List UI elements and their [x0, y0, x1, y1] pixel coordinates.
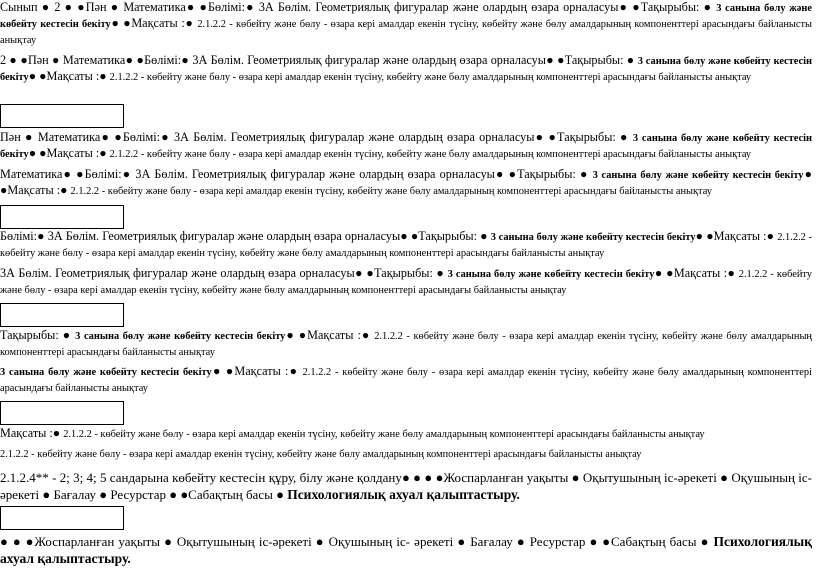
paragraph-2-goal-label: ● ●Мақсаты :● [28, 69, 110, 83]
paragraph-9-goal-label: Мақсаты :● [0, 426, 64, 440]
paragraph-2-goal-text: 2.1.2.2 - көбейту және бөлу - өзара кері амалдар екенін түсіну, көбейту және бөлу амалдарының компоненттері арасындағы байланысты анықтау [109, 72, 752, 83]
paragraph-2 [0, 53, 812, 85]
paragraph-8-goal-text: 2.1.2.2 - көбейту және бөлу - өзара кері амалдар екенін түсіну, көбейту және бөлу амалдарының компоненттері арасындағы байланысты анықтау [0, 367, 812, 394]
paragraph-12-lead: ● ● ●Жоспарланған уақыты ● Оқытушының іс-әрекеті ● Оқушының іс- әрекеті ● Бағалау ● Ресурстар ● ●Сабақтың басы ● [0, 534, 714, 549]
paragraph-5-lead: Бөлімі:● 3А Бөлім. Геометриялық фигуралар және олардың өзара орналасуы● ●Тақырыбы: ● [0, 229, 491, 243]
paragraph-6-goal-text: 2.1.2.2 - көбейту және бөлу - өзара кері амалдар екенін түсіну, көбейту және бөлу амалдарының компоненттері арасындағы байланысты анықтау [0, 269, 812, 296]
paragraph-11-lead: 2.1.2.4** - 2; 3; 4; 5 сандарына көбейту кестесін құру, білу және қолдану● ● ● ●Жоспарланған уақыты ● Оқытушының іс-әрекеті ● Оқушының іс- әрекеті ● Бағалау ● Ресурстар ● ●Сабақтың басы ● [0, 470, 812, 502]
paragraph-12-emphasis: Психологиялық ахуал қалыптастыру. [0, 534, 812, 566]
paragraph-8-goal-label: ● ●Мақсаты :● [211, 364, 303, 378]
paragraph-1-topic: 3 санына бөлу және көбейту кестесін бекіту [0, 3, 812, 30]
paragraph-12 [0, 533, 812, 567]
paragraph-10 [0, 446, 812, 462]
paragraph-4-goal-text: 2.1.2.2 - көбейту және бөлу - өзара кері амалдар екенін түсіну, көбейту және бөлу амалдарының компоненттері арасындағы байланысты анықтау [70, 186, 712, 197]
blank-box-1 [0, 104, 124, 128]
paragraph-6-goal-label: ● ●Мақсаты :● [654, 266, 739, 280]
paragraph-4 [0, 167, 812, 199]
paragraph-11 [0, 469, 812, 503]
paragraph-9 [0, 426, 812, 442]
paragraph-5-goal-text: 2.1.2.2 - көбейту және бөлу - өзара кері амалдар екенін түсіну, көбейту және бөлу амалдарының компоненттері арасындағы байланысты анықтау [0, 232, 812, 259]
paragraph-1 [0, 0, 812, 48]
paragraph-4-goal-label: ● ●Мақсаты :● [0, 167, 812, 197]
blank-box-4 [0, 401, 124, 425]
paragraph-3 [0, 130, 812, 162]
paragraph-5-topic: 3 санына бөлу және көбейту кестесін бекіту [490, 232, 696, 243]
paragraph-5-goal-label: ● ●Мақсаты :● [695, 229, 778, 243]
paragraph-7-topic: 3 санына бөлу және көбейту кестесін бекіту [75, 331, 286, 342]
blank-box-2 [0, 205, 124, 229]
blank-box-3 [0, 303, 124, 327]
paragraph-6-topic: 3 санына бөлу және көбейту кестесін бекіту [447, 269, 655, 280]
paragraph-6 [0, 266, 812, 298]
paragraph-2-lead: 2 ● ●Пән ● Математика● ●Бөлімі:● 3А Бөлім. Геометриялық фигуралар және олардың өзара орналасуы● ●Тақырыбы: ● [0, 53, 638, 67]
paragraph-7-goal-label: ● ●Мақсаты :● [285, 328, 375, 342]
paragraph-11-emphasis: Психологиялық ахуал қалыптастыру. [287, 487, 520, 502]
paragraph-9-goal-text: 2.1.2.2 - көбейту және бөлу - өзара кері амалдар екенін түсіну, көбейту және бөлу амалдарының компоненттері арасындағы байланысты анықтау [63, 429, 705, 440]
paragraph-1-lead: Сынып ● 2 ● ●Пән ● Математика● ●Бөлімі:● 3А Бөлім. Геометриялық фигуралар және олардың өзара орналасуы● ●Тақырыбы: ● [0, 0, 717, 14]
paragraph-4-topic: 3 санына бөлу және көбейту кестесін бекіту [592, 170, 804, 181]
paragraph-7-lead: Тақырыбы: ● [0, 328, 76, 342]
paragraph-8 [0, 364, 812, 396]
paragraph-3-lead: Пән ● Математика● ●Бөлімі:● 3А Бөлім. Геометриялық фигуралар және олардың өзара орналасуы● ●Тақырыбы: ● [0, 130, 633, 144]
paragraph-8-topic: 3 санына бөлу және көбейту кестесін бекіту [0, 367, 212, 378]
paragraph-3-goal-text: 2.1.2.2 - көбейту және бөлу - өзара кері амалдар екенін түсіну, көбейту және бөлу амалдарының компоненттері арасындағы байланысты анықтау [109, 149, 752, 160]
paragraph-1-goal-label: ● ●Мақсаты :● [110, 16, 198, 30]
paragraph-1-goal-text: 2.1.2.2 - көбейту және бөлу - өзара кері амалдар екенін түсіну, көбейту және бөлу амалдарының компоненттері арасындағы байланысты анықтау [0, 19, 813, 46]
paragraph-5 [0, 229, 812, 261]
paragraph-10-goal-text: 2.1.2.2 - көбейту және бөлу - өзара кері амалдар екенін түсіну, көбейту және бөлу амалдарының компоненттері арасындағы байланысты анықтау [0, 449, 642, 460]
paragraph-2-topic: 3 санына бөлу және көбейту кестесін бекіту [0, 56, 812, 83]
paragraph-3-goal-label: ● ●Мақсаты :● [28, 146, 110, 160]
paragraph-7-goal-text: 2.1.2.2 - көбейту және бөлу - өзара кері амалдар екенін түсіну, көбейту және бөлу амалдарының компоненттері арасындағы байланысты анықтау [0, 331, 812, 358]
blank-box-5 [0, 506, 124, 530]
paragraph-6-lead: 3А Бөлім. Геометриялық фигуралар және олардың өзара орналасуы● ●Тақырыбы: ● [0, 266, 448, 280]
paragraph-4-lead: Математика● ●Бөлімі:● 3А Бөлім. Геометриялық фигуралар және олардың өзара орналасуы● ●Тақырыбы: ● [0, 167, 593, 181]
paragraph-3-topic: 3 санына бөлу және көбейту кестесін бекіту [0, 133, 813, 160]
paragraph-7 [0, 328, 812, 360]
